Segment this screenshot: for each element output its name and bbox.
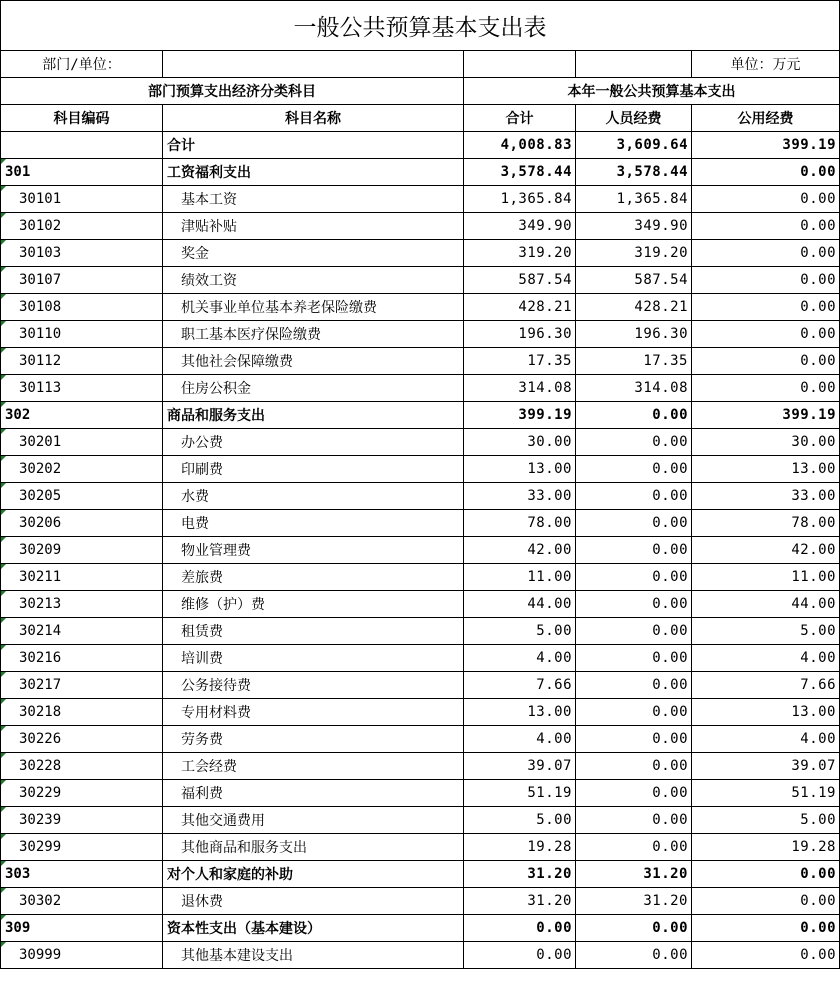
name-cell[interactable]: 劳务费 (163, 726, 464, 753)
personnel-cell[interactable]: 0.00 (576, 726, 692, 753)
item-row (1, 780, 840, 807)
total-cell[interactable]: 42.00 (464, 537, 576, 564)
personnel-cell[interactable]: 0.00 (576, 942, 692, 969)
total-cell[interactable]: 5.00 (464, 807, 576, 834)
personnel-cell[interactable]: 349.90 (576, 213, 692, 240)
public-cell[interactable]: 0.00 (692, 240, 840, 267)
personnel-cell[interactable]: 587.54 (576, 267, 692, 294)
total-cell[interactable]: 7.66 (464, 672, 576, 699)
name-cell[interactable]: 绩效工资 (163, 267, 464, 294)
name-cell[interactable]: 商品和服务支出 (163, 402, 464, 429)
code-cell[interactable]: 30216 (1, 645, 163, 672)
code-cell[interactable]: 30101 (1, 186, 163, 213)
table-title: 一般公共预算基本支出表 (1, 1, 840, 51)
public-cell[interactable]: 13.00 (692, 456, 840, 483)
total-cell[interactable]: 319.20 (464, 240, 576, 267)
public-cell[interactable]: 42.00 (692, 537, 840, 564)
item-row (1, 240, 840, 267)
name-cell[interactable]: 物业管理费 (163, 537, 464, 564)
total-cell[interactable]: 428.21 (464, 294, 576, 321)
personnel-cell[interactable]: 0.00 (576, 618, 692, 645)
item-row (1, 510, 840, 537)
name-cell[interactable]: 培训费 (163, 645, 464, 672)
col-header-total: 合计 (464, 105, 576, 132)
personnel-cell[interactable]: 0.00 (576, 510, 692, 537)
public-cell[interactable]: 0.00 (692, 915, 840, 942)
total-cell[interactable]: 51.19 (464, 780, 576, 807)
item-row (1, 321, 840, 348)
category-row (1, 402, 840, 429)
name-cell[interactable]: 办公费 (163, 429, 464, 456)
personnel-cell[interactable]: 0.00 (576, 429, 692, 456)
code-cell[interactable]: 30226 (1, 726, 163, 753)
public-cell[interactable]: 0.00 (692, 942, 840, 969)
total-cell[interactable]: 17.35 (464, 348, 576, 375)
total-cell[interactable]: 1,365.84 (464, 186, 576, 213)
total-name-cell[interactable]: 合计 (163, 132, 464, 159)
col-header-personnel: 人员经费 (576, 105, 692, 132)
personnel-cell[interactable]: 0.00 (576, 753, 692, 780)
code-cell[interactable]: 30209 (1, 537, 163, 564)
total-cell[interactable]: 31.20 (464, 888, 576, 915)
name-cell[interactable]: 其他基本建设支出 (163, 942, 464, 969)
item-row (1, 726, 840, 753)
public-cell[interactable]: 5.00 (692, 807, 840, 834)
personnel-cell[interactable]: 1,365.84 (576, 186, 692, 213)
code-cell[interactable]: 30302 (1, 888, 163, 915)
item-row (1, 456, 840, 483)
total-cell[interactable]: 44.00 (464, 591, 576, 618)
personnel-cell[interactable]: 0.00 (576, 699, 692, 726)
code-cell[interactable]: 30202 (1, 456, 163, 483)
name-cell[interactable]: 其他商品和服务支出 (163, 834, 464, 861)
category-row (1, 159, 840, 186)
total-cell[interactable]: 587.54 (464, 267, 576, 294)
name-cell[interactable]: 津贴补贴 (163, 213, 464, 240)
dept-value-cell[interactable] (163, 51, 464, 78)
personnel-cell[interactable]: 3,578.44 (576, 159, 692, 186)
code-cell[interactable]: 30229 (1, 780, 163, 807)
name-cell[interactable]: 水费 (163, 483, 464, 510)
item-row (1, 591, 840, 618)
code-cell[interactable]: 30201 (1, 429, 163, 456)
name-cell[interactable]: 对个人和家庭的补助 (163, 861, 464, 888)
name-cell[interactable]: 机关事业单位基本养老保险缴费 (163, 294, 464, 321)
total-cell[interactable]: 39.07 (464, 753, 576, 780)
total-cell[interactable]: 4.00 (464, 645, 576, 672)
total-cell[interactable]: 196.30 (464, 321, 576, 348)
code-cell[interactable]: 30213 (1, 591, 163, 618)
public-cell[interactable]: 0.00 (692, 186, 840, 213)
public-cell[interactable]: 0.00 (692, 348, 840, 375)
code-cell[interactable]: 30299 (1, 834, 163, 861)
total-cell[interactable]: 0.00 (464, 942, 576, 969)
code-cell[interactable]: 30113 (1, 375, 163, 402)
name-cell[interactable]: 退休费 (163, 888, 464, 915)
name-cell[interactable]: 公务接待费 (163, 672, 464, 699)
name-cell[interactable]: 基本工资 (163, 186, 464, 213)
personnel-cell[interactable]: 0.00 (576, 672, 692, 699)
unit-label: 单位：万元 (692, 51, 840, 78)
personnel-cell[interactable]: 0.00 (576, 402, 692, 429)
total-cell[interactable]: 3,578.44 (464, 159, 576, 186)
public-cell[interactable]: 4.00 (692, 645, 840, 672)
name-cell[interactable]: 电费 (163, 510, 464, 537)
col-header-name: 科目名称 (163, 105, 464, 132)
total-cell[interactable]: 78.00 (464, 510, 576, 537)
item-row (1, 942, 840, 969)
code-cell[interactable]: 30217 (1, 672, 163, 699)
name-cell[interactable]: 其他社会保障缴费 (163, 348, 464, 375)
public-cell[interactable]: 0.00 (692, 861, 840, 888)
code-cell[interactable]: 30239 (1, 807, 163, 834)
name-cell[interactable]: 其他交通费用 (163, 807, 464, 834)
code-cell[interactable]: 30112 (1, 348, 163, 375)
personnel-cell[interactable]: 31.20 (576, 888, 692, 915)
item-row (1, 483, 840, 510)
personnel-cell[interactable]: 0.00 (576, 780, 692, 807)
item-row (1, 888, 840, 915)
code-cell[interactable]: 309 (1, 915, 163, 942)
total-sum-cell[interactable]: 4,008.83 (464, 132, 576, 159)
personnel-cell[interactable]: 0.00 (576, 564, 692, 591)
personnel-cell[interactable]: 0.00 (576, 834, 692, 861)
public-cell[interactable]: 30.00 (692, 429, 840, 456)
name-cell[interactable]: 租赁费 (163, 618, 464, 645)
public-cell[interactable]: 78.00 (692, 510, 840, 537)
name-cell[interactable]: 差旅费 (163, 564, 464, 591)
code-cell[interactable]: 30206 (1, 510, 163, 537)
item-row (1, 618, 840, 645)
name-cell[interactable]: 住房公积金 (163, 375, 464, 402)
item-row (1, 186, 840, 213)
item-row (1, 699, 840, 726)
code-cell[interactable]: 30228 (1, 753, 163, 780)
name-cell[interactable]: 印刷费 (163, 456, 464, 483)
title-row (1, 1, 840, 51)
code-cell[interactable]: 30218 (1, 699, 163, 726)
total-cell[interactable]: 0.00 (464, 915, 576, 942)
total-cell[interactable]: 399.19 (464, 402, 576, 429)
item-row (1, 834, 840, 861)
personnel-cell[interactable]: 314.08 (576, 375, 692, 402)
public-cell[interactable]: 0.00 (692, 294, 840, 321)
total-code-cell[interactable] (1, 132, 163, 159)
public-cell[interactable]: 51.19 (692, 780, 840, 807)
item-row (1, 753, 840, 780)
public-cell[interactable]: 7.66 (692, 672, 840, 699)
name-cell[interactable]: 维修（护）费 (163, 591, 464, 618)
total-cell[interactable]: 33.00 (464, 483, 576, 510)
item-row (1, 213, 840, 240)
item-row (1, 429, 840, 456)
code-cell[interactable]: 30211 (1, 564, 163, 591)
total-cell[interactable]: 349.90 (464, 213, 576, 240)
name-cell[interactable]: 职工基本医疗保险缴费 (163, 321, 464, 348)
total-cell[interactable]: 4.00 (464, 726, 576, 753)
total-cell[interactable]: 11.00 (464, 564, 576, 591)
basic-expenditure-header: 本年一般公共预算基本支出 (464, 78, 840, 105)
personnel-cell[interactable]: 0.00 (576, 807, 692, 834)
dept-label: 部门/单位： (1, 51, 163, 78)
item-row (1, 537, 840, 564)
total-cell[interactable]: 5.00 (464, 618, 576, 645)
total-cell[interactable]: 13.00 (464, 699, 576, 726)
personnel-cell[interactable]: 0.00 (576, 591, 692, 618)
code-cell[interactable]: 30999 (1, 942, 163, 969)
economic-classification-header: 部门预算支出经济分类科目 (1, 78, 464, 105)
item-row (1, 294, 840, 321)
public-cell[interactable]: 0.00 (692, 213, 840, 240)
public-cell[interactable]: 5.00 (692, 618, 840, 645)
code-cell[interactable]: 301 (1, 159, 163, 186)
personnel-cell[interactable]: 17.35 (576, 348, 692, 375)
public-cell[interactable]: 44.00 (692, 591, 840, 618)
code-cell[interactable]: 30102 (1, 213, 163, 240)
total-cell[interactable]: 31.20 (464, 861, 576, 888)
code-cell[interactable]: 30107 (1, 267, 163, 294)
item-row (1, 564, 840, 591)
name-cell[interactable]: 专用材料费 (163, 699, 464, 726)
empty-cell[interactable] (464, 51, 576, 78)
personnel-cell[interactable]: 428.21 (576, 294, 692, 321)
code-cell[interactable]: 302 (1, 402, 163, 429)
empty-cell[interactable] (576, 51, 692, 78)
name-cell[interactable]: 工会经费 (163, 753, 464, 780)
code-cell[interactable]: 30205 (1, 483, 163, 510)
public-cell[interactable]: 399.19 (692, 402, 840, 429)
item-row (1, 348, 840, 375)
column-header-row (1, 105, 840, 132)
total-cell[interactable]: 30.00 (464, 429, 576, 456)
name-cell[interactable]: 资本性支出（基本建设） (163, 915, 464, 942)
personnel-cell[interactable]: 196.30 (576, 321, 692, 348)
public-cell[interactable]: 0.00 (692, 888, 840, 915)
public-cell[interactable]: 13.00 (692, 699, 840, 726)
item-row (1, 267, 840, 294)
personnel-cell[interactable]: 319.20 (576, 240, 692, 267)
total-cell[interactable]: 13.00 (464, 456, 576, 483)
public-cell[interactable]: 11.00 (692, 564, 840, 591)
total-cell[interactable]: 314.08 (464, 375, 576, 402)
personnel-cell[interactable]: 0.00 (576, 645, 692, 672)
code-cell[interactable]: 30103 (1, 240, 163, 267)
total-cell[interactable]: 19.28 (464, 834, 576, 861)
code-cell[interactable]: 30110 (1, 321, 163, 348)
public-cell[interactable]: 19.28 (692, 834, 840, 861)
personnel-cell[interactable]: 0.00 (576, 456, 692, 483)
group-header-row (1, 78, 840, 105)
public-cell[interactable]: 33.00 (692, 483, 840, 510)
item-row (1, 672, 840, 699)
name-cell[interactable]: 福利费 (163, 780, 464, 807)
item-row (1, 807, 840, 834)
category-row (1, 861, 840, 888)
public-cell[interactable]: 39.07 (692, 753, 840, 780)
name-cell[interactable]: 工资福利支出 (163, 159, 464, 186)
personnel-cell[interactable]: 0.00 (576, 915, 692, 942)
name-cell[interactable]: 奖金 (163, 240, 464, 267)
personnel-cell[interactable]: 0.00 (576, 537, 692, 564)
code-cell[interactable]: 303 (1, 861, 163, 888)
category-row (1, 915, 840, 942)
code-cell[interactable]: 30108 (1, 294, 163, 321)
info-row (1, 51, 840, 78)
public-cell[interactable]: 0.00 (692, 321, 840, 348)
col-header-public: 公用经费 (692, 105, 840, 132)
public-cell[interactable]: 4.00 (692, 726, 840, 753)
public-cell[interactable]: 0.00 (692, 267, 840, 294)
personnel-cell[interactable]: 31.20 (576, 861, 692, 888)
item-row (1, 375, 840, 402)
col-header-code: 科目编码 (1, 105, 163, 132)
code-cell[interactable]: 30214 (1, 618, 163, 645)
public-cell[interactable]: 0.00 (692, 375, 840, 402)
total-personnel-cell[interactable]: 3,609.64 (576, 132, 692, 159)
total-public-cell[interactable]: 399.19 (692, 132, 840, 159)
total-row (1, 132, 840, 159)
public-cell[interactable]: 0.00 (692, 159, 840, 186)
item-row (1, 645, 840, 672)
personnel-cell[interactable]: 0.00 (576, 483, 692, 510)
